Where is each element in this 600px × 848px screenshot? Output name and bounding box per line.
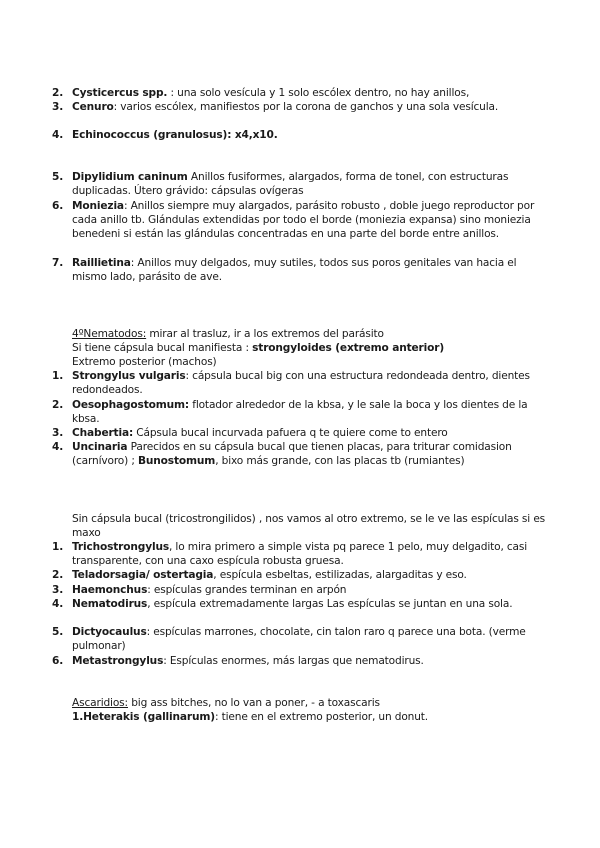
description-2: , bixo más grande, con las placas tb (rumiantes) [215, 455, 465, 468]
term: Nematodirus [72, 598, 148, 610]
list-number: 6. [52, 655, 64, 667]
term: Dipylidium caninum [72, 171, 188, 183]
list-text [72, 583, 552, 597]
list-text [72, 568, 552, 582]
list-text [72, 199, 552, 242]
description: : una solo vesícula y 1 solo escólex dentro, no hay anillos, [167, 87, 470, 99]
heading-label: Ascaridios: [72, 697, 128, 709]
description: : espículas marrones, chocolate, cin talon raro q parece una bota. (verme pulmonar) [72, 626, 526, 653]
description: : Anillos siempre muy alargados, parásito robusto , doble juego reproductor por cada anillo tb. Glándulas extendidas por todo el borde (moniezia expansa) sino moniezia benedeni si están las glándulas concentradas en una parte del borde entre anillos. [72, 200, 535, 241]
section-heading-nematodos [72, 327, 552, 341]
list-number: 4. [52, 598, 64, 610]
description: Anillos fusiformes, alargados, forma de tonel, con estructuras duplicadas. Útero grávido: cápsulas ovígeras [72, 171, 509, 198]
description: , espícula esbeltas, estilizadas, alargaditas y eso. [213, 569, 467, 581]
term: Uncinaria [72, 441, 128, 453]
list-number: 5. [52, 626, 64, 638]
heading-text: big ass bitches, no lo van a poner, - a toxascaris [127, 697, 380, 709]
list-number: 5. [52, 171, 64, 183]
list-text [72, 170, 552, 198]
list-text [72, 256, 552, 284]
capsula-text: Si tiene cápsula bucal manifiesta : [72, 342, 253, 354]
term: Teladorsagia/ ostertagia [72, 569, 214, 581]
term: Raillietina [72, 257, 131, 269]
description: , lo mira primero a simple vista pq parece 1 pelo, muy delgadito, casi transparente, con una caxo espícula robusta gruesa. [72, 541, 528, 568]
list-text [72, 654, 552, 668]
description: Cápsula bucal incurvada pafuera q te quiere come to entero [133, 427, 448, 439]
list-text [72, 398, 552, 426]
list-number: 7. [52, 257, 64, 269]
term: Oesophagostomum: [72, 399, 190, 411]
capsula-term: strongyloides (extremo anterior) [252, 342, 445, 354]
list-number: 3. [52, 101, 64, 113]
list-text [72, 440, 552, 468]
term: 1.Heterakis (gallinarum) [72, 711, 215, 723]
list-number: 2. [52, 399, 64, 411]
extremo-line: Extremo posterior (machos) [72, 356, 217, 368]
term: Strongylus vulgaris [72, 370, 186, 382]
term: Cysticercus spp. [72, 87, 168, 99]
ascaridios-item [72, 710, 552, 724]
term: Metastrongylus [72, 655, 164, 667]
term: Echinococcus (granulosus): x4,x10. [72, 129, 278, 141]
description: : Espículas enormes, más largas que nematodirus. [163, 655, 424, 667]
description: Parecidos en su cápsula bucal que tienen placas, para triturar comidasion (carnívoro) ; [72, 441, 512, 468]
term: Moniezia [72, 200, 124, 212]
list-number: 4. [52, 441, 64, 453]
description: : varios escólex, manifiestos por la corona de ganchos y una sola vesícula. [113, 101, 499, 113]
term: Haemonchus [72, 584, 148, 596]
list-text [72, 625, 552, 653]
list-text [72, 369, 552, 397]
term: Chabertia: [72, 427, 134, 439]
capsula-line [72, 341, 552, 355]
list-number: 6. [52, 200, 64, 212]
list-number: 4. [52, 129, 64, 141]
description: : espículas grandes terminan en arpón [147, 584, 347, 596]
list-text [72, 540, 552, 568]
description: : cápsula bucal big con una estructura redondeada dentro, dientes redondeados. [72, 370, 530, 397]
heading-label: 4ºNematodos: [72, 328, 147, 340]
description: , espícula extremadamente largas Las espículas se juntan en una sola. [147, 598, 513, 610]
description: flotador alrededor de la kbsa, y le sale la boca y los dientes de la kbsa. [72, 399, 528, 426]
list-number: 3. [52, 584, 64, 596]
list-number: 3. [52, 427, 64, 439]
section-heading-ascaridios [72, 696, 552, 710]
description: : Anillos muy delgados, muy sutiles, todos sus poros genitales van hacia el mismo lado, parásito de ave. [72, 257, 517, 284]
list-number: 2. [52, 87, 64, 99]
description: : tiene en el extremo posterior, un donut. [214, 711, 429, 723]
term: Dictyocaulus [72, 626, 147, 638]
term: Cenuro [72, 101, 114, 113]
list-number: 2. [52, 569, 64, 581]
list-text [72, 86, 552, 100]
list-text [72, 100, 552, 114]
sin-capsula-intro: Sin cápsula bucal (tricostrongilidos) , nos vamos al otro extremo, se le ve las espículas si es maxo [72, 513, 546, 540]
list-text [72, 426, 552, 440]
list-number: 1. [52, 541, 64, 553]
list-text [72, 597, 552, 611]
term: Trichostrongylus [72, 541, 169, 553]
heading-text: mirar al trasluz, ir a los extremos del parásito [146, 328, 384, 340]
term-2: Bunostomum [137, 455, 216, 468]
list-number: 1. [52, 370, 64, 382]
list-text [72, 128, 552, 142]
